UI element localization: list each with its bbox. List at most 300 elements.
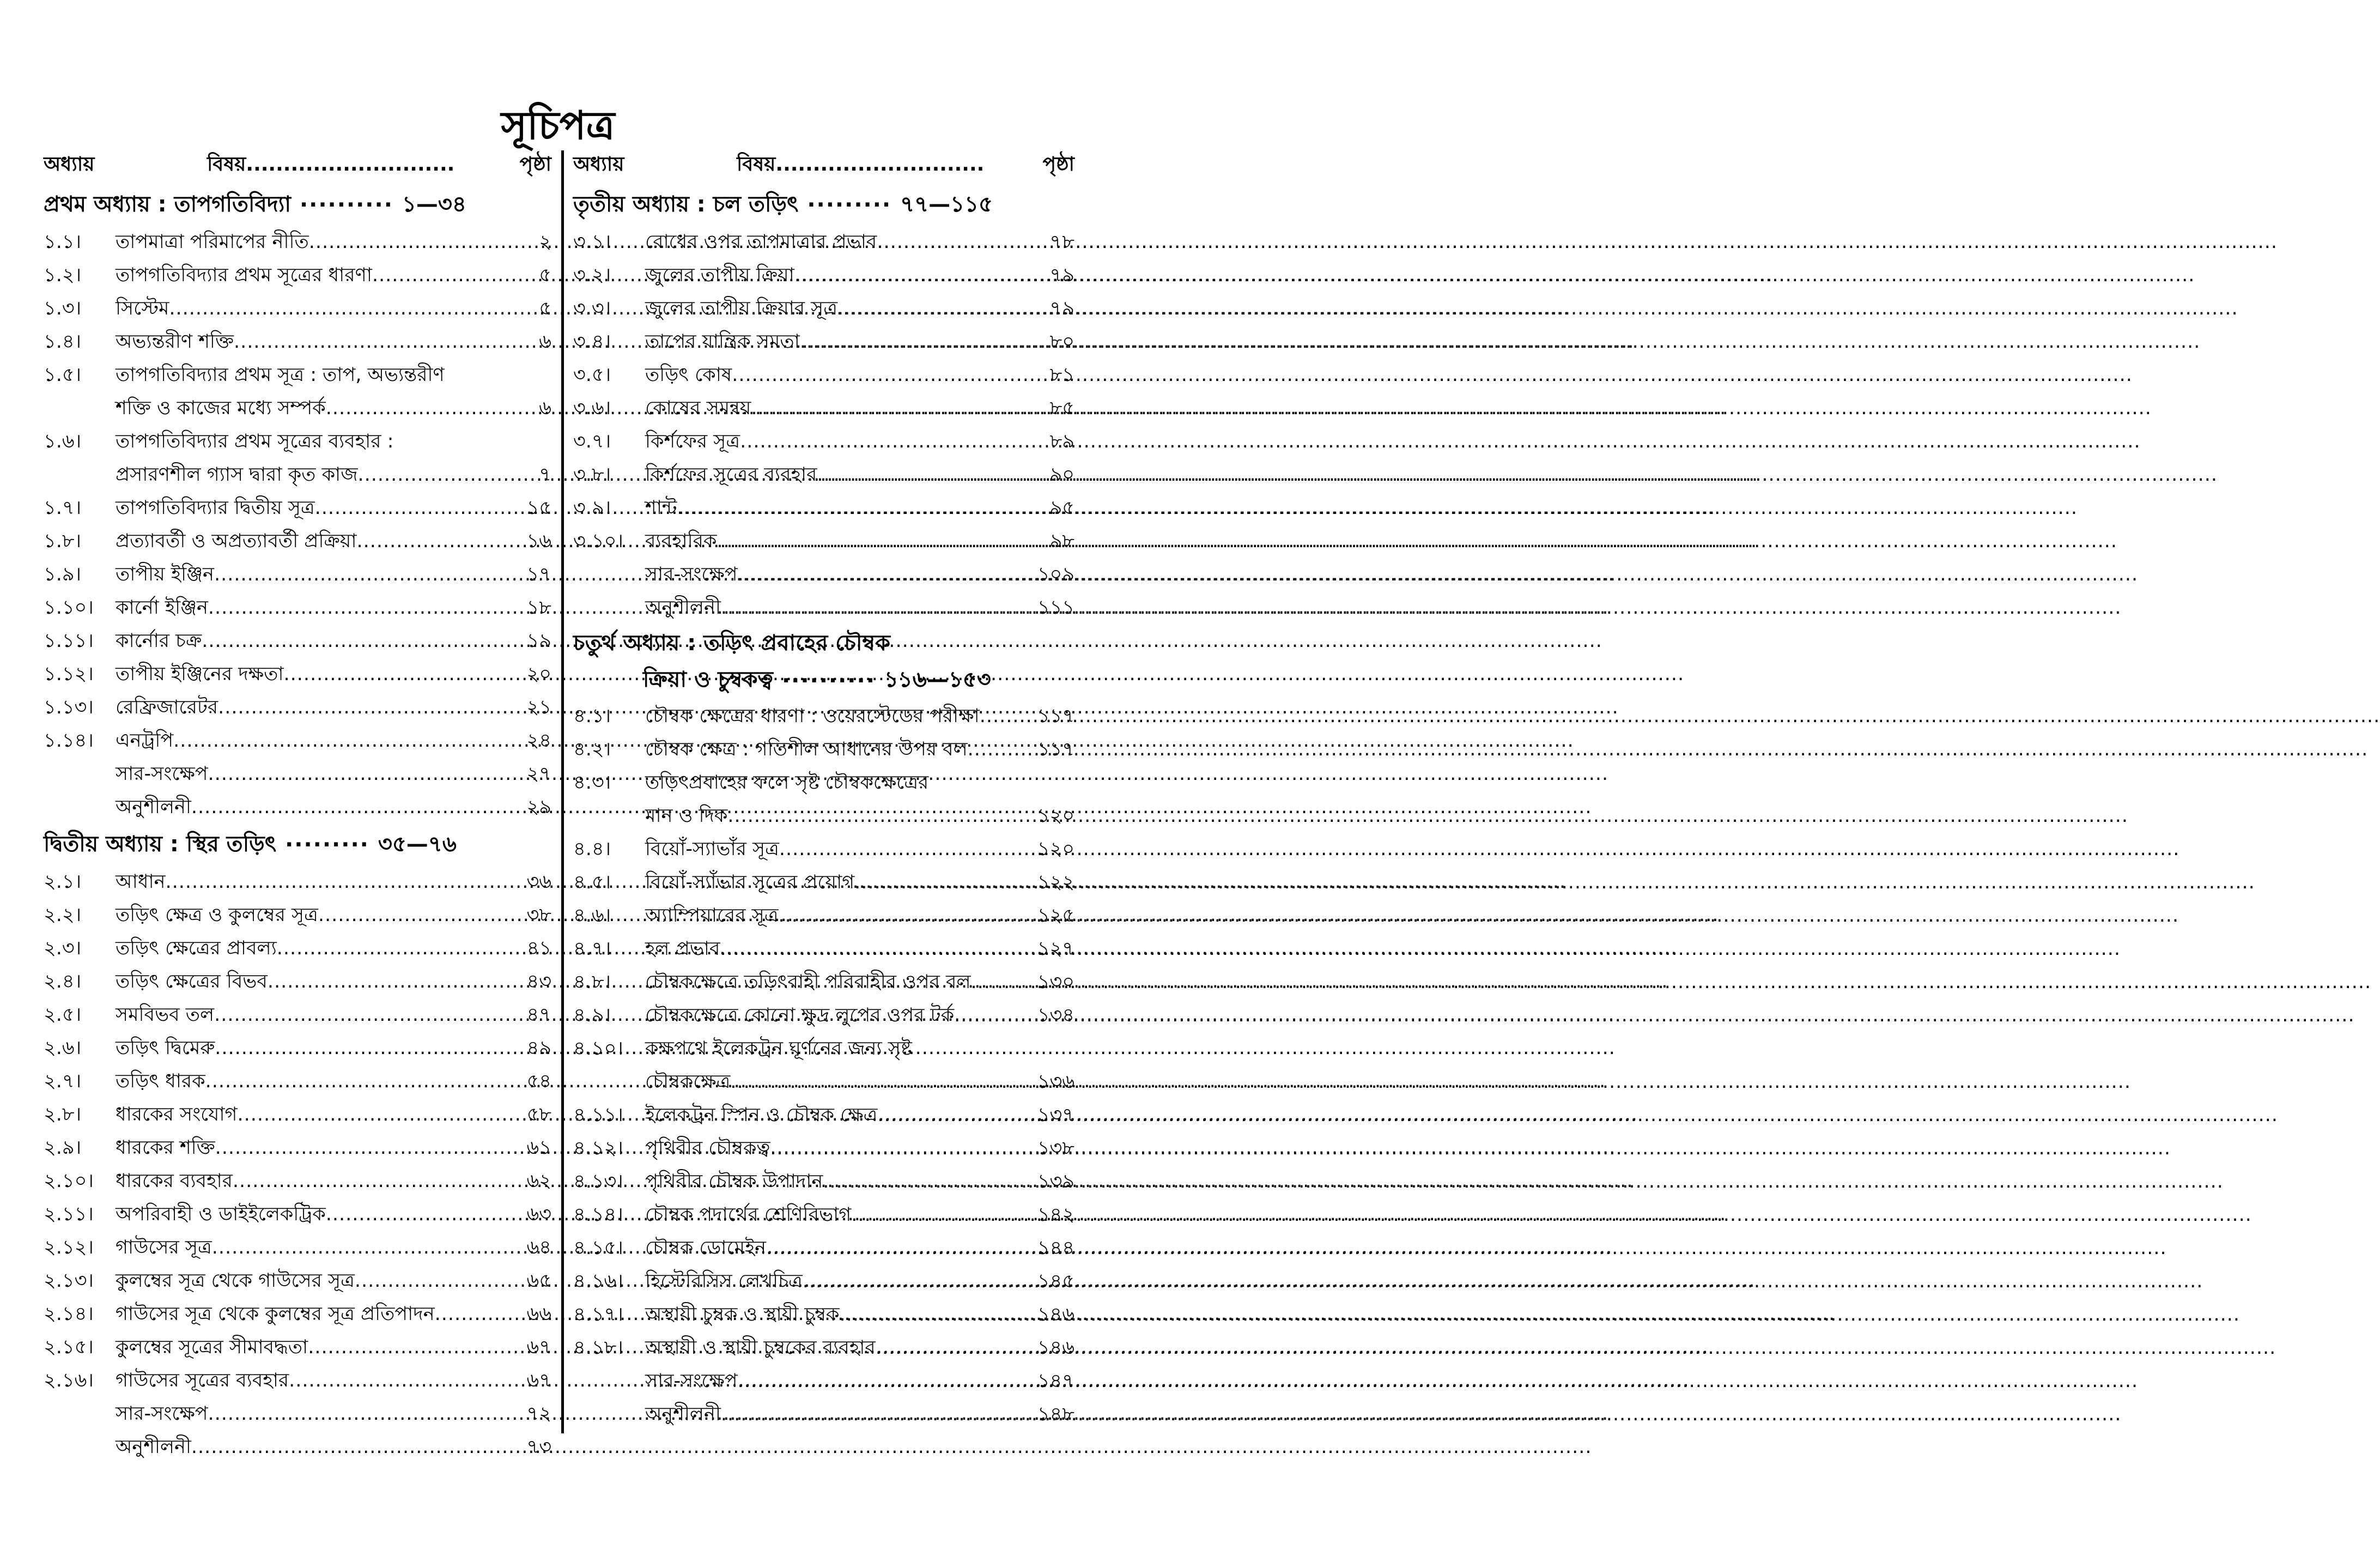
page-number: ৪৩ <box>526 971 551 992</box>
section-title: জুলের তাপীয় ক্রিয়া <box>645 264 794 286</box>
page-number: ৫৪ <box>526 1070 551 1092</box>
leader-dots <box>318 899 525 932</box>
page-number: ১৯ <box>526 630 551 652</box>
chapter-heading[interactable] <box>573 625 1074 700</box>
section-title: ইলেকট্রন স্পিন ও চৌম্বক ক্ষেত্র <box>645 1104 878 1126</box>
section-number: ২.৯। <box>44 1137 82 1159</box>
page-number: ৭৮ <box>1049 231 1074 253</box>
page-number: ৬৩ <box>526 1203 551 1225</box>
section-number: ২.৭। <box>44 1070 82 1092</box>
section-number: ৪.১০। <box>573 1038 623 1059</box>
section-title: চৌম্বকক্ষেত্রে কোনো ক্ষুদ্র লুপের ওপর টর্ক <box>645 1004 955 1026</box>
toc-entry[interactable] <box>44 724 551 758</box>
section-title: ধারকের শক্তি <box>116 1137 215 1159</box>
section-title: তাপগতিবিদ্যার প্রথম সূত্রের ধারণা <box>116 264 372 286</box>
page-number: ১২০ <box>1037 805 1074 827</box>
toc-entry[interactable] <box>573 492 1074 525</box>
chapter-title-line2 <box>573 662 991 699</box>
chapter-dots: ·········· <box>781 668 876 693</box>
leader-dots <box>234 325 537 359</box>
leader-dots <box>215 1131 525 1165</box>
page-number: ৭ <box>539 464 551 486</box>
page-number: ৭৩ <box>526 1436 551 1458</box>
section-title: তাপমাত্রা পরিমাপের নীতি <box>116 231 309 253</box>
page-number: ৩৬ <box>526 871 551 893</box>
leader-dots <box>268 965 525 998</box>
page-number: ৬৭ <box>526 1336 551 1358</box>
section-title: রেফ্রিজারেটর <box>116 697 218 718</box>
leader-dots <box>214 558 525 591</box>
section-title: অভ্যন্তরীণ শক্তি <box>116 331 234 353</box>
leader-dots <box>877 226 1047 259</box>
toc-entry[interactable] <box>44 558 551 591</box>
toc-entry[interactable] <box>573 866 1074 899</box>
section-title-cont: শক্তি ও কাজের মধ্যে সম্পর্ক <box>116 397 326 419</box>
leader-dots <box>237 1098 524 1131</box>
toc-entry-continuation <box>44 458 551 492</box>
section-title: তাপীয় ইঞ্জিন <box>116 564 214 585</box>
section-number: ১.১। <box>44 231 82 253</box>
toc-entry[interactable] <box>573 226 1074 259</box>
section-title: হল প্রভাব <box>645 938 720 960</box>
page-number: ৬৭ <box>526 1370 551 1391</box>
section-number: ৪.১৩। <box>573 1171 623 1192</box>
section-title: চৌম্বক ক্ষেত্রের ধারণা : ওয়েরস্টেডের পরীক্ষা <box>645 705 980 727</box>
section-title: অনুশীলনী <box>645 597 721 619</box>
section-title-cont: প্রসারণশীল গ্যাস দ্বারা কৃত কাজ <box>116 464 358 486</box>
section-title: তাপগতিবিদ্যার প্রথম সূত্রের ব্যবহার : <box>116 431 394 452</box>
section-title: চৌম্বকক্ষেত্রে তড়িৎবাহী পরিবাহীর ওপর বল <box>645 971 971 993</box>
leader-dots <box>851 1198 1035 1232</box>
toc-entry[interactable] <box>573 833 1074 866</box>
section-title: তড়িৎ দ্বিমেরু <box>116 1037 215 1059</box>
page-number: ১৪২ <box>1037 1204 1074 1226</box>
toc-entry[interactable] <box>573 458 1074 492</box>
section-number: ৪.১৫। <box>573 1237 623 1259</box>
section-title: তড়িৎপ্রবাহের ফলে সৃষ্ট চৌম্বকক্ষেত্রের <box>645 772 929 794</box>
leader-dots <box>980 700 1035 733</box>
toc-entry[interactable] <box>44 1032 551 1065</box>
page-title: সূচিপত্র <box>501 102 615 148</box>
leader-dots <box>277 932 525 965</box>
page-number: ২০ <box>526 663 551 685</box>
section-title-cont: চৌম্বকক্ষেত্র <box>645 1071 731 1093</box>
toc-entry[interactable] <box>573 259 1074 292</box>
chapter-dots: ········· <box>807 192 892 217</box>
chapter-list <box>573 184 1074 1431</box>
leader-dots <box>208 758 525 791</box>
leader-dots <box>205 1065 525 1098</box>
toc-entry[interactable] <box>573 525 1074 558</box>
section-number: ২.১৪। <box>44 1303 94 1325</box>
chapter-title: দ্বিতীয় অধ্যায় : স্থির তড়িৎ <box>44 831 277 857</box>
leader-dots <box>770 1132 1035 1165</box>
toc-entry[interactable] <box>44 425 551 458</box>
section-title: তড়িৎ ক্ষেত্রের বিভব <box>116 971 268 992</box>
leader-dots <box>355 1264 525 1298</box>
section-number: ৩.৩। <box>573 298 611 319</box>
toc-entry[interactable] <box>44 1264 551 1298</box>
toc-entry[interactable] <box>44 865 551 899</box>
toc-entry[interactable] <box>44 1098 551 1131</box>
page-number: ৬ <box>539 331 551 353</box>
page-number: ২৭ <box>526 763 551 785</box>
section-number: ৩.৫। <box>573 364 611 386</box>
leader-dots <box>730 1065 1035 1099</box>
leader-dots <box>208 591 525 625</box>
toc-entry[interactable] <box>44 932 551 965</box>
leader-dots <box>218 691 524 724</box>
section-title: চৌম্বক ক্ষেত্র : গতিশীল আধানের উপর বল <box>645 738 968 760</box>
page-number: ৬ <box>539 397 551 419</box>
leader-dots <box>326 392 537 425</box>
section-title: বিয়োঁ-স্যাভাঁর সূত্র <box>645 838 779 860</box>
page-number: ৯৮ <box>1049 530 1074 552</box>
toc-entry[interactable] <box>573 1232 1074 1265</box>
page-number: ৬৬ <box>526 1303 551 1325</box>
section-number: ৩.৯। <box>573 497 611 519</box>
toc-entry[interactable] <box>573 425 1074 458</box>
section-title: কির্শফের সূত্র <box>645 431 740 452</box>
toc-entry[interactable] <box>44 1198 551 1231</box>
page-number: ১৪৮ <box>1037 1403 1074 1425</box>
toc-entry[interactable] <box>44 899 551 932</box>
page-number: ৬৫ <box>526 1270 551 1292</box>
leader-dots <box>435 1298 525 1331</box>
section-number: ১.৮। <box>44 530 82 552</box>
header-subject: বিষয় <box>207 153 246 175</box>
leader-dots <box>766 1232 1035 1265</box>
page-number: ১৪৬ <box>1037 1304 1074 1325</box>
section-title: বিয়োঁ-স্যাঁভার সূত্রের প্রয়োগ <box>645 871 855 893</box>
section-number: ৪.৬। <box>573 905 611 927</box>
toc-entry[interactable] <box>573 359 1074 392</box>
toc-entry[interactable] <box>573 1165 1074 1198</box>
section-number: ৩.২। <box>573 264 611 286</box>
toc-entry[interactable] <box>573 700 1074 733</box>
section-title: কক্ষপথে ইলেকট্রন ঘূর্ণনের জন্য সৃষ্ট <box>645 1038 912 1059</box>
toc-entry[interactable] <box>44 325 551 359</box>
section-title: কুলম্বের সূত্র থেকে গাউসের সূত্র <box>116 1270 355 1292</box>
page-number: ৪৯ <box>526 1037 551 1059</box>
section-number: ২.১২। <box>44 1237 94 1258</box>
section-number: ১.৩। <box>44 298 82 319</box>
toc-entry[interactable] <box>44 1364 551 1397</box>
toc-entry[interactable] <box>573 1099 1074 1132</box>
section-number: ১.৪। <box>44 331 82 353</box>
section-number: ২.১৩। <box>44 1270 94 1292</box>
section-number: ২.১৫। <box>44 1336 94 1358</box>
page-number: ১২২ <box>1037 871 1074 893</box>
leader-dots <box>817 458 1047 492</box>
leader-dots <box>357 525 525 558</box>
toc-entry[interactable] <box>573 292 1074 325</box>
section-number: ১.১০। <box>44 597 94 619</box>
section-title: কার্নোর চক্র <box>116 630 202 652</box>
section-number: ১.১২। <box>44 663 94 685</box>
page-number: ৭২ <box>526 1403 551 1425</box>
toc-entry[interactable] <box>44 998 551 1032</box>
page-number: ৮০ <box>1049 331 1074 353</box>
page-number: ১২৭ <box>1037 938 1074 960</box>
toc-entry[interactable] <box>573 1298 1074 1331</box>
section-title: সিস্টেম <box>116 298 169 319</box>
toc-entry[interactable] <box>573 1032 1074 1065</box>
section-title: তাপগতিবিদ্যার প্রথম সূত্র : তাপ, অভ্যন্তরীণ <box>116 364 445 386</box>
leader-dots <box>854 866 1035 899</box>
toc-entry[interactable] <box>573 966 1074 999</box>
leader-dots <box>191 791 525 824</box>
section-title: এনট্রপি <box>116 730 174 752</box>
toc-entry[interactable] <box>44 591 551 625</box>
toc-entry-continuation <box>573 800 1074 833</box>
page-number: ১৪৫ <box>1037 1270 1074 1292</box>
section-number: ২.১১। <box>44 1203 94 1225</box>
section-title: তড়িৎ ক্ষেত্র ও কুলম্বের সূত্র <box>116 904 318 926</box>
section-title: পৃথিবীর চৌম্বক উপাদান <box>645 1171 823 1192</box>
toc-entry-continuation <box>44 392 551 425</box>
toc-entry[interactable] <box>44 359 551 392</box>
section-number: ১.৬। <box>44 431 82 452</box>
chapter-page-range: ৩৫—৭৬ <box>378 831 457 857</box>
leader-dots <box>309 226 537 259</box>
page-number: ১৭ <box>526 564 551 585</box>
section-title: কার্নো ইঞ্জিন <box>116 597 208 619</box>
column-header <box>44 149 551 184</box>
page-number: ৭৯ <box>1049 264 1074 286</box>
leader-dots <box>803 1265 1035 1298</box>
toc-entry[interactable] <box>573 733 1074 766</box>
section-title: কুলম্বের সূত্রের সীমাবদ্ধতা <box>116 1336 308 1358</box>
toc-entry[interactable] <box>573 933 1074 966</box>
section-number: ৪.১৮। <box>573 1337 623 1359</box>
section-number: ২.১০। <box>44 1170 94 1192</box>
leader-dots <box>794 259 1048 292</box>
section-title: গাউসের সূত্রের ব্যবহার <box>116 1370 289 1391</box>
page-number: ৪১ <box>526 937 551 959</box>
leader-dots <box>308 1331 524 1364</box>
page-number: ৫৮ <box>526 1104 551 1125</box>
toc-entry[interactable] <box>44 1431 551 1464</box>
page-number: ১৩৭ <box>1037 1104 1074 1126</box>
page-number: ১৮ <box>526 597 551 619</box>
section-number: ৪.৪। <box>573 838 611 860</box>
toc-entry[interactable] <box>573 1198 1074 1232</box>
header-page: পৃষ্ঠা <box>1042 153 1074 175</box>
section-title: কোষের সমন্বয় <box>645 397 751 419</box>
leader-dots <box>214 998 524 1032</box>
leader-dots <box>732 359 1047 392</box>
chapter-dots: ·········· <box>299 192 393 217</box>
section-number: ১.১১। <box>44 630 94 652</box>
leader-dots <box>215 1032 524 1065</box>
leader-dots <box>721 1398 1035 1431</box>
toc-entry[interactable] <box>44 226 551 259</box>
chapter-list <box>44 184 551 1464</box>
page-number: ১২০ <box>1037 838 1074 860</box>
section-number: ২.৪। <box>44 971 82 992</box>
leader-dots <box>202 625 524 658</box>
section-number: ৩.৬। <box>573 397 611 419</box>
toc-right-column <box>573 149 1074 1431</box>
page-number: ১৬ <box>526 530 551 552</box>
toc-entry[interactable] <box>573 392 1074 425</box>
section-title: রোধের ওপর তাপমাত্রার প্রভাব <box>645 231 877 253</box>
toc-entry[interactable] <box>573 999 1074 1032</box>
toc-entry[interactable] <box>44 625 551 658</box>
section-title: ব্যবহারিক <box>645 530 717 552</box>
section-title: শান্ট <box>645 497 677 519</box>
toc-entry[interactable] <box>44 658 551 691</box>
toc-entry[interactable] <box>573 899 1074 933</box>
leader-dots <box>717 525 1047 558</box>
toc-entry[interactable] <box>44 691 551 724</box>
chapter-heading[interactable] <box>44 824 551 865</box>
page-number: ১২৫ <box>1037 905 1074 927</box>
section-title: অস্থায়ী চুম্বক ও স্থায়ী চুম্বক <box>645 1304 840 1325</box>
toc-entry-continuation <box>573 1065 1074 1099</box>
toc-entry[interactable] <box>44 292 551 325</box>
leader-dots <box>165 865 524 899</box>
page-number: ১৩৮ <box>1037 1137 1074 1159</box>
toc-entry[interactable] <box>44 791 551 824</box>
chapter-heading[interactable] <box>573 184 1074 226</box>
chapter-title: তৃতীয় অধ্যায় : চল তড়িৎ <box>573 191 799 217</box>
toc-entry[interactable] <box>44 1165 551 1198</box>
section-number: ৩.৭। <box>573 431 611 452</box>
page-number: ২৪ <box>526 730 551 752</box>
leader-dots <box>233 1165 525 1198</box>
section-title-cont: মান ও দিক <box>645 805 728 827</box>
page-number: ৫ <box>539 264 551 286</box>
leader-dots <box>877 1099 1035 1132</box>
toc-entry[interactable] <box>573 766 1074 800</box>
section-title: তাপের যান্ত্রিক সমতা <box>645 331 800 353</box>
leader-dots <box>727 800 1035 833</box>
page-number: ২ <box>539 231 551 253</box>
section-title: অনুশীলনী <box>116 796 191 818</box>
section-number: ৪.৮। <box>573 971 611 993</box>
section-title: অপরিবাহী ও ডাইইলেকট্রিক <box>116 1203 326 1225</box>
chapter-heading[interactable] <box>44 184 551 226</box>
leader-dots <box>289 1364 524 1397</box>
section-number: ১.১৪। <box>44 730 94 752</box>
toc-entry[interactable] <box>44 1331 551 1364</box>
leader-dots <box>738 1365 1035 1398</box>
section-title: ধারকের ব্যবহার <box>116 1170 233 1192</box>
toc-entry[interactable] <box>573 558 1074 591</box>
section-number: ৪.১৬। <box>573 1270 623 1292</box>
section-number: ৪.২। <box>573 738 611 760</box>
page-number: ১৩০ <box>1037 971 1074 993</box>
page-number: ১১৭ <box>1037 705 1074 727</box>
leader-dots <box>971 966 1035 999</box>
section-number: ২.১৬। <box>44 1370 94 1391</box>
leader-dots <box>968 733 1035 766</box>
section-title: হিস্টেরিসিস লেখচিত্র <box>645 1270 803 1292</box>
chapter-page-range: ১১৬—১৫৩ <box>884 667 991 692</box>
leader-dots <box>779 833 1035 866</box>
toc-entry[interactable] <box>44 1231 551 1264</box>
leader-dots <box>677 492 1047 525</box>
toc-entry[interactable] <box>573 1265 1074 1298</box>
toc-entry[interactable] <box>44 1298 551 1331</box>
header-page: পৃষ্ঠা <box>519 153 551 175</box>
toc-entry[interactable] <box>44 758 551 791</box>
toc-entry[interactable] <box>573 1398 1074 1431</box>
toc-entry[interactable] <box>44 1397 551 1431</box>
toc-entry[interactable] <box>44 259 551 292</box>
section-title: পৃথিবীর চৌম্বকত্ব <box>645 1137 770 1159</box>
toc-entry[interactable] <box>44 1065 551 1098</box>
section-number: ২.৩। <box>44 937 82 959</box>
page-number: ১৪৬ <box>1037 1337 1074 1359</box>
section-title: তড়িৎ কোষ <box>645 364 732 386</box>
header-dots: ............................ <box>775 153 985 175</box>
section-number: ২.৮। <box>44 1104 82 1125</box>
chapter-page-range: ১—৩৪ <box>402 191 466 217</box>
leader-dots <box>778 899 1035 933</box>
toc-entry[interactable] <box>573 1331 1074 1365</box>
page-number: ১৩৪ <box>1037 1004 1074 1026</box>
section-title: তড়িৎ ধারক <box>116 1070 205 1092</box>
page-number: ৪৭ <box>526 1004 551 1026</box>
toc-entry[interactable] <box>44 1131 551 1165</box>
header-subject: বিষয় <box>737 153 776 175</box>
section-title: ধারকের সংযোগ <box>116 1104 238 1125</box>
leader-dots <box>740 425 1047 458</box>
section-number: ২.১। <box>44 871 82 893</box>
page-number: ১৫ <box>526 497 551 519</box>
section-number: ৪.১। <box>573 705 611 727</box>
leader-dots <box>738 558 1035 591</box>
toc-entry[interactable] <box>44 492 551 525</box>
leader-dots <box>372 259 537 292</box>
leader-dots <box>208 1397 525 1431</box>
leader-dots <box>837 292 1048 325</box>
leader-dots <box>876 1331 1035 1365</box>
page-number: ৯৫ <box>1049 497 1074 519</box>
toc-entry[interactable] <box>44 525 551 558</box>
leader-dots <box>839 1298 1035 1331</box>
chapter-title-cont: ক্রিয়া ও চুম্বকত্ব <box>643 667 773 692</box>
section-title: চৌম্বক পদার্থের শ্রেণিবিভাগ <box>645 1204 852 1226</box>
section-title: সমবিভব তল <box>116 1004 215 1026</box>
section-title: গাউসের সূত্র থেকে কুলম্বের সূত্র প্রতিপাদন <box>116 1303 435 1325</box>
section-title: অনুশীলনী <box>645 1403 721 1425</box>
section-number: ১.২। <box>44 264 82 286</box>
section-number: ৩.৮। <box>573 464 611 486</box>
leader-dots <box>358 458 537 492</box>
section-number: ৪.৩। <box>573 772 611 794</box>
section-number: ৪.১৭। <box>573 1304 623 1325</box>
section-number: ৪.১২। <box>573 1137 623 1159</box>
leader-dots <box>721 591 1035 625</box>
toc-entry[interactable] <box>573 325 1074 359</box>
page-number: ৬২ <box>526 1170 551 1192</box>
section-number: ২.২। <box>44 904 82 926</box>
page-number: ১১৭ <box>1037 738 1074 760</box>
toc-entry[interactable] <box>44 965 551 998</box>
toc-entry[interactable] <box>573 591 1074 625</box>
toc-entry[interactable] <box>573 1132 1074 1165</box>
leader-dots <box>169 292 537 325</box>
page-number: ৬৪ <box>526 1237 551 1258</box>
page-number: ৮৫ <box>1049 397 1074 419</box>
page-number: ১৩৬ <box>1037 1071 1074 1093</box>
toc-entry[interactable] <box>573 1365 1074 1398</box>
page-number: ৮১ <box>1049 364 1074 386</box>
